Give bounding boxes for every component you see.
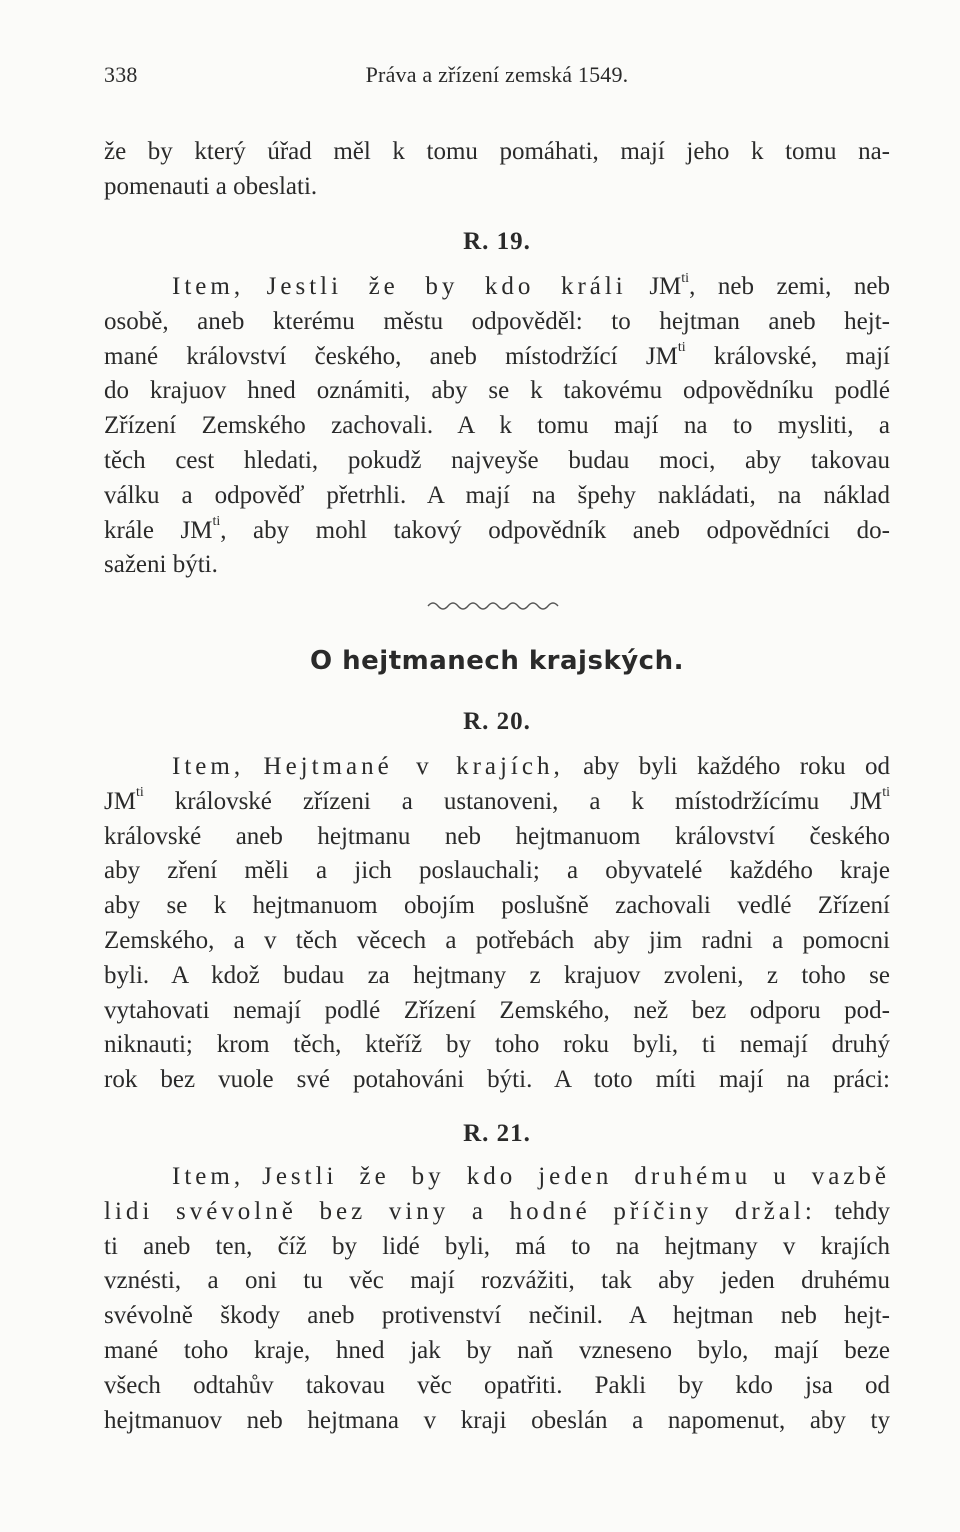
superscript: ti (882, 785, 890, 801)
lead-word: Item, (172, 753, 245, 780)
wavy-rule-ornament (426, 598, 566, 614)
text-line: lidi svévolně bez viny a hodné příčiny držal: tehdy (104, 1197, 890, 1225)
section-heading: O hejtmanech krajských. (310, 646, 684, 676)
text-line: do krajuov hned oznámiti, aby se k takovému odpovědníku podlé (104, 377, 890, 405)
spaced-emphasis: Jestli že by kdo králi (266, 273, 627, 300)
text-line: rok bez vuole své potahováni býti. A toto míti mají na práci: (104, 1066, 890, 1094)
lead-word: Item, (172, 273, 245, 300)
text-line: válku a odpověď přetrhli. A mají na špehy nakládati, na náklad (104, 481, 890, 509)
text-line: hejtmanuov neb hejtmana v kraji obeslán a napomenut, aby ty (104, 1406, 890, 1434)
text-line: všech odtahův takovau věc opatřiti. Pakli by kdo jsa od (104, 1371, 890, 1399)
superscript: ti (212, 514, 221, 530)
text-line: Zřízení Zemského zachovali. A k tomu mají na to mysliti, a (104, 412, 890, 440)
text-line: svévolně škody aneb protivenství nečinil. A hejtman neb hejt- (104, 1302, 890, 1330)
text-line: Zemského, a v těch věcech a potřebách aby jim radni a pomocni (104, 926, 890, 954)
spaced-emphasis: Jestli že by kdo jeden druhému u vazbě (262, 1163, 890, 1190)
text-line: aby se k hejtmanuom obojím poslušně zachovali vedlé Zřízení (104, 892, 890, 920)
continuation-paragraph (104, 135, 890, 205)
text-line: niknauti; krom těch, kteříž by toho roku byli, ti nemají druhý (104, 1031, 890, 1059)
text-line: Item, Hejtmané v krajích, aby byli každého roku od (172, 753, 890, 780)
text-line: aby zření měli a jich poslauchali; a obyvatelé každého kraje (104, 857, 890, 885)
text-line: ti aneb ten, číž by lidé byli, má to na hejtmany v krajích (104, 1232, 890, 1260)
article-19-paragraph (104, 270, 890, 583)
page-number: 338 (104, 62, 138, 87)
article-20-heading: R. 20. (463, 708, 531, 735)
text-line: královské aneb hejtmanu neb hejtmanuom království českého (104, 822, 890, 850)
text-line: byli. A kdož budau za hejtmany z krajuov zvoleni, z toho se (104, 961, 890, 989)
text-line: mané království českého, aneb místodržící $JM^{ti}$ královské, mají (104, 340, 890, 370)
text-line: osobě, aneb kterému městu odpověděl: to hejtman aneb hejt- (104, 307, 890, 335)
text-line: krále $JM^{ti}$, aby mohl takový odpovědník aneb odpovědníci do- (104, 514, 890, 544)
text-line: vytahovati nemají podlé Zřízení Zemského, než bez odporu pod- (104, 996, 890, 1024)
text-line: vznésti, a oni tu věc mají rozvážiti, tak aby jeden druhému (104, 1267, 890, 1295)
text-line: $JM^{ti}$ královské zřízeni a ustanoveni, a k místodržícímu $JM^{ti}$ (104, 785, 890, 815)
superscript: ti (681, 270, 690, 286)
text-line (104, 1160, 890, 1195)
article-20-paragraph (104, 750, 890, 1098)
text-line: pomenauti a obeslati. (104, 172, 318, 200)
spaced-emphasis: lidi svévolně bez viny a hodné příčiny držal: (104, 1197, 816, 1225)
article-19-heading: R. 19. (463, 228, 531, 255)
text-line: mané toho kraje, hned jak by naň vzneseno bylo, mají beze (104, 1336, 890, 1364)
spaced-emphasis: Hejtmané v krajích, (263, 753, 564, 780)
text-line: saženi býti. (104, 551, 218, 579)
superscript: ti (135, 785, 144, 801)
lead-word: Item, (172, 1163, 245, 1190)
text-line: že by který úřad měl k tomu pomáhati, mají jeho k tomu na- (104, 138, 890, 165)
text-line: Item, Jestli že by kdo králi $JM^{ti}$, neb zemi, neb (172, 270, 890, 300)
superscript: ti (677, 340, 686, 356)
article-21-paragraph (104, 1160, 890, 1438)
article-21-heading: R. 21. (463, 1120, 531, 1147)
running-title: Práva a zřízení zemská 1549. (365, 62, 629, 87)
text-line: těch cest hledati, pokudž najveyše budau moci, aby takovau (104, 446, 890, 474)
